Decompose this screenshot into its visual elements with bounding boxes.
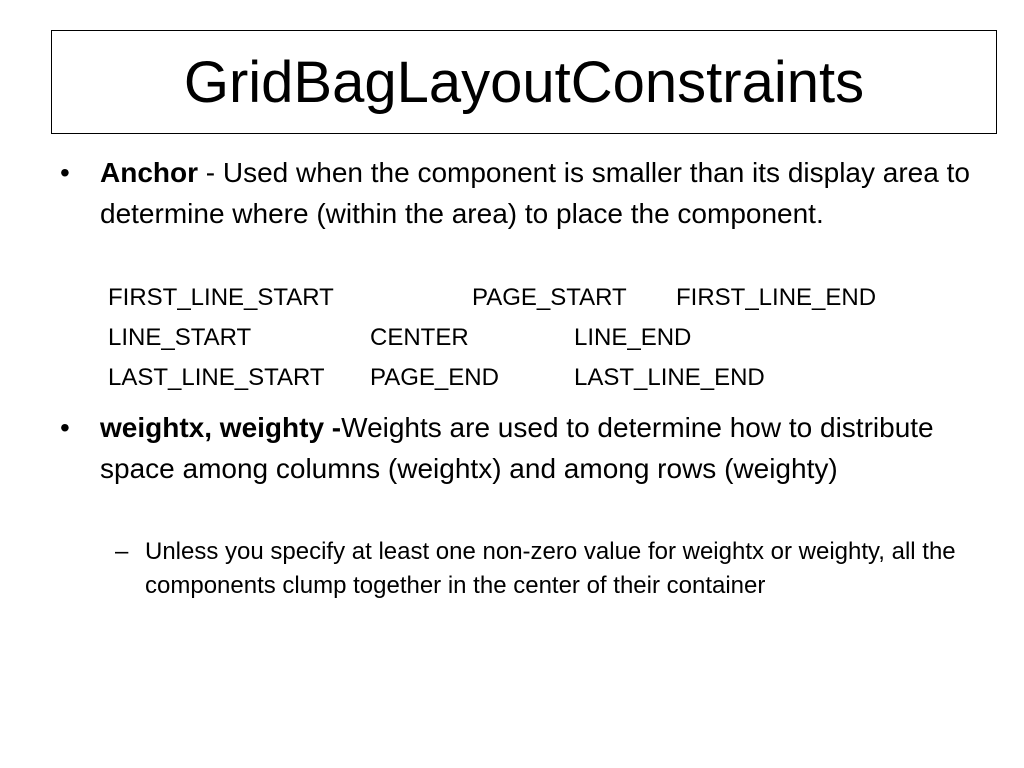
bullet-marker: • — [60, 157, 70, 188]
sub-bullet-text: Unless you specify at least one non-zero value for weightx or weighty, all the components clump together in the center of their container — [145, 538, 956, 599]
anchor-constant: CENTER — [370, 324, 469, 351]
bullet-body — [100, 152, 1000, 234]
bullet-separator: - — [324, 412, 342, 443]
slide-title: GridBagLayoutConstraints — [183, 50, 865, 115]
bullet-term: weightx, weighty — [100, 412, 325, 443]
anchor-constant: FIRST_LINE_END — [676, 284, 877, 311]
bullet-body — [100, 407, 1000, 489]
anchor-constant: FIRST_LINE_START — [108, 284, 334, 311]
anchor-constant: PAGE_END — [370, 364, 499, 391]
anchor-constant: LINE_END — [574, 324, 692, 351]
anchor-constant: PAGE_START — [472, 284, 627, 311]
anchor-constant: LAST_LINE_START — [108, 364, 325, 391]
anchor-constant: LINE_START — [108, 324, 252, 351]
bullet-separator: - — [198, 157, 223, 188]
bullet-text: Used when the component is smaller than its display area to determine where (within the area) to place the component. — [100, 157, 970, 229]
sub-bullet-marker: – — [115, 538, 129, 565]
bullet-marker: • — [60, 412, 70, 443]
title-box — [51, 30, 997, 134]
bullet-term: Anchor — [100, 157, 198, 188]
bullet-text: Weights are used to determine how to distribute space among columns (weightx) and among rows (weighty) — [100, 412, 934, 484]
anchor-constant: LAST_LINE_END — [574, 364, 765, 391]
